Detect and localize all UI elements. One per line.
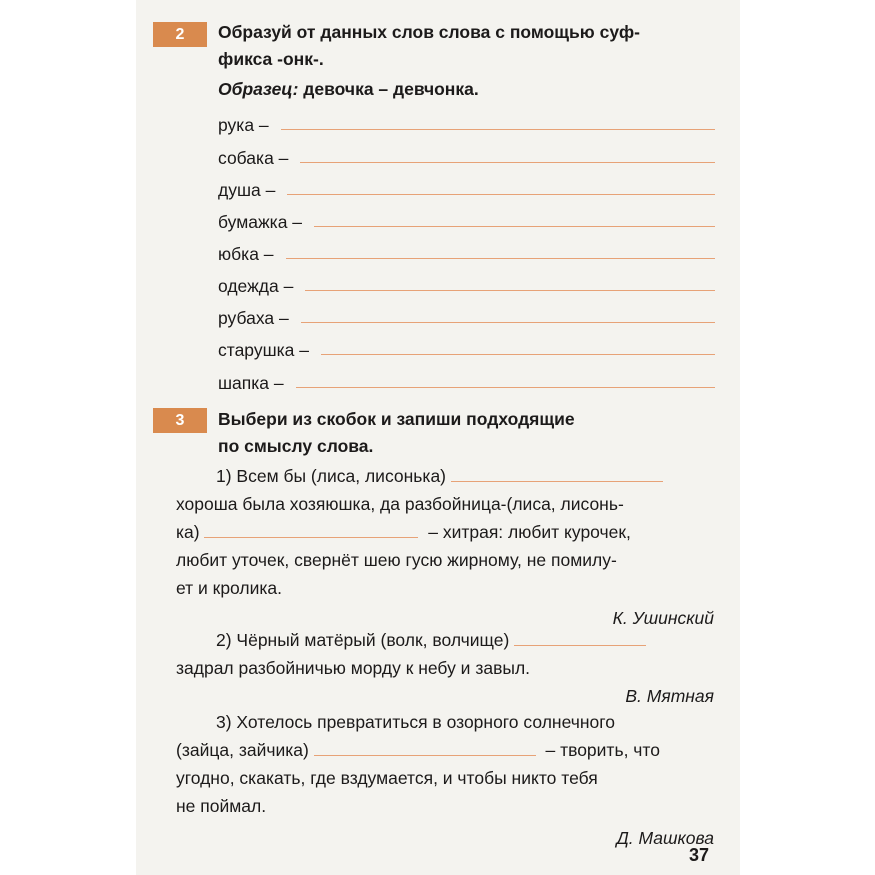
text-part: 1) Всем бы (лиса, лисонька) (216, 466, 447, 486)
exercise-2 (176, 626, 714, 710)
task-number: 2 (175, 25, 185, 43)
task-title-line: по смыслу слова. (218, 436, 374, 456)
text-line: ет и кролика. (176, 578, 283, 598)
task-title (218, 406, 718, 460)
text-part: – хитрая: любит курочек, (428, 522, 631, 542)
author: В. Мятная (625, 686, 714, 706)
answer-line[interactable] (286, 258, 715, 259)
answer-blank[interactable] (514, 631, 646, 646)
answer-blank[interactable] (314, 741, 536, 756)
text-line: любит уточек, свернёт шею гусю жирному, не помилу- (176, 550, 617, 570)
word-label: собака – (218, 148, 289, 168)
text-line (176, 736, 714, 764)
sample-label: Образец: (218, 79, 299, 99)
word-label: одежда – (218, 276, 294, 296)
text-part: (зайца, зайчика) (176, 740, 309, 760)
task-number-badge (153, 408, 207, 433)
text-line (176, 462, 714, 490)
task-title (218, 19, 718, 73)
word-label: бумажка – (218, 212, 303, 232)
author: К. Ушинский (612, 608, 714, 628)
text-part: 2) Чёрный матёрый (волк, волчище) (216, 630, 510, 650)
exercise-3 (176, 708, 714, 852)
word-row (218, 366, 715, 394)
task-number: 3 (175, 411, 185, 429)
text-line (176, 626, 714, 654)
text-part: ка) (176, 522, 200, 542)
word-row (218, 333, 715, 361)
word-row (218, 108, 715, 136)
answer-line[interactable] (287, 194, 715, 195)
answer-line[interactable] (281, 129, 715, 130)
answer-line[interactable] (296, 387, 715, 388)
answer-line[interactable] (300, 162, 715, 163)
text-part: – творить, что (545, 740, 660, 760)
task-title-line: Выбери из скобок и запиши подходящие (218, 409, 575, 429)
task-title-line: Образуй от данных слов слова с помощью суф- (218, 22, 640, 42)
sample-text: девочка – девчонка. (298, 79, 479, 99)
exercise-1 (176, 462, 714, 632)
answer-line[interactable] (301, 322, 715, 323)
task-title-line: фикса -онк-. (218, 49, 324, 69)
task-number-badge (153, 22, 207, 47)
word-row (218, 173, 715, 201)
text-line: не поймал. (176, 796, 267, 816)
word-label: рука – (218, 115, 269, 135)
word-row (218, 301, 715, 329)
text-line: задрал разбойничью морду к небу и завыл. (176, 658, 531, 678)
word-label: рубаха – (218, 308, 289, 328)
author: Д. Машкова (616, 828, 714, 848)
word-label: юбка – (218, 244, 274, 264)
text-line: 3) Хотелось превратиться в озорного солнечного (216, 712, 615, 732)
page-number: 37 (688, 845, 709, 865)
text-line: хороша была хозяюшка, да разбойница-(лиса, лисонь- (176, 494, 624, 514)
answer-blank[interactable] (204, 523, 418, 538)
answer-line[interactable] (321, 354, 715, 355)
word-row (218, 205, 715, 233)
answer-blank[interactable] (451, 467, 663, 482)
word-row (218, 269, 715, 297)
sample-line (218, 79, 479, 100)
word-label: душа – (218, 180, 276, 200)
answer-line[interactable] (314, 226, 715, 227)
text-line: угодно, скакать, где вздумается, и чтобы никто тебя (176, 768, 598, 788)
answer-line[interactable] (305, 290, 715, 291)
word-row (218, 141, 715, 169)
word-label: старушка – (218, 340, 309, 360)
text-line (176, 518, 714, 546)
word-row (218, 237, 715, 265)
word-label: шапка – (218, 373, 284, 393)
